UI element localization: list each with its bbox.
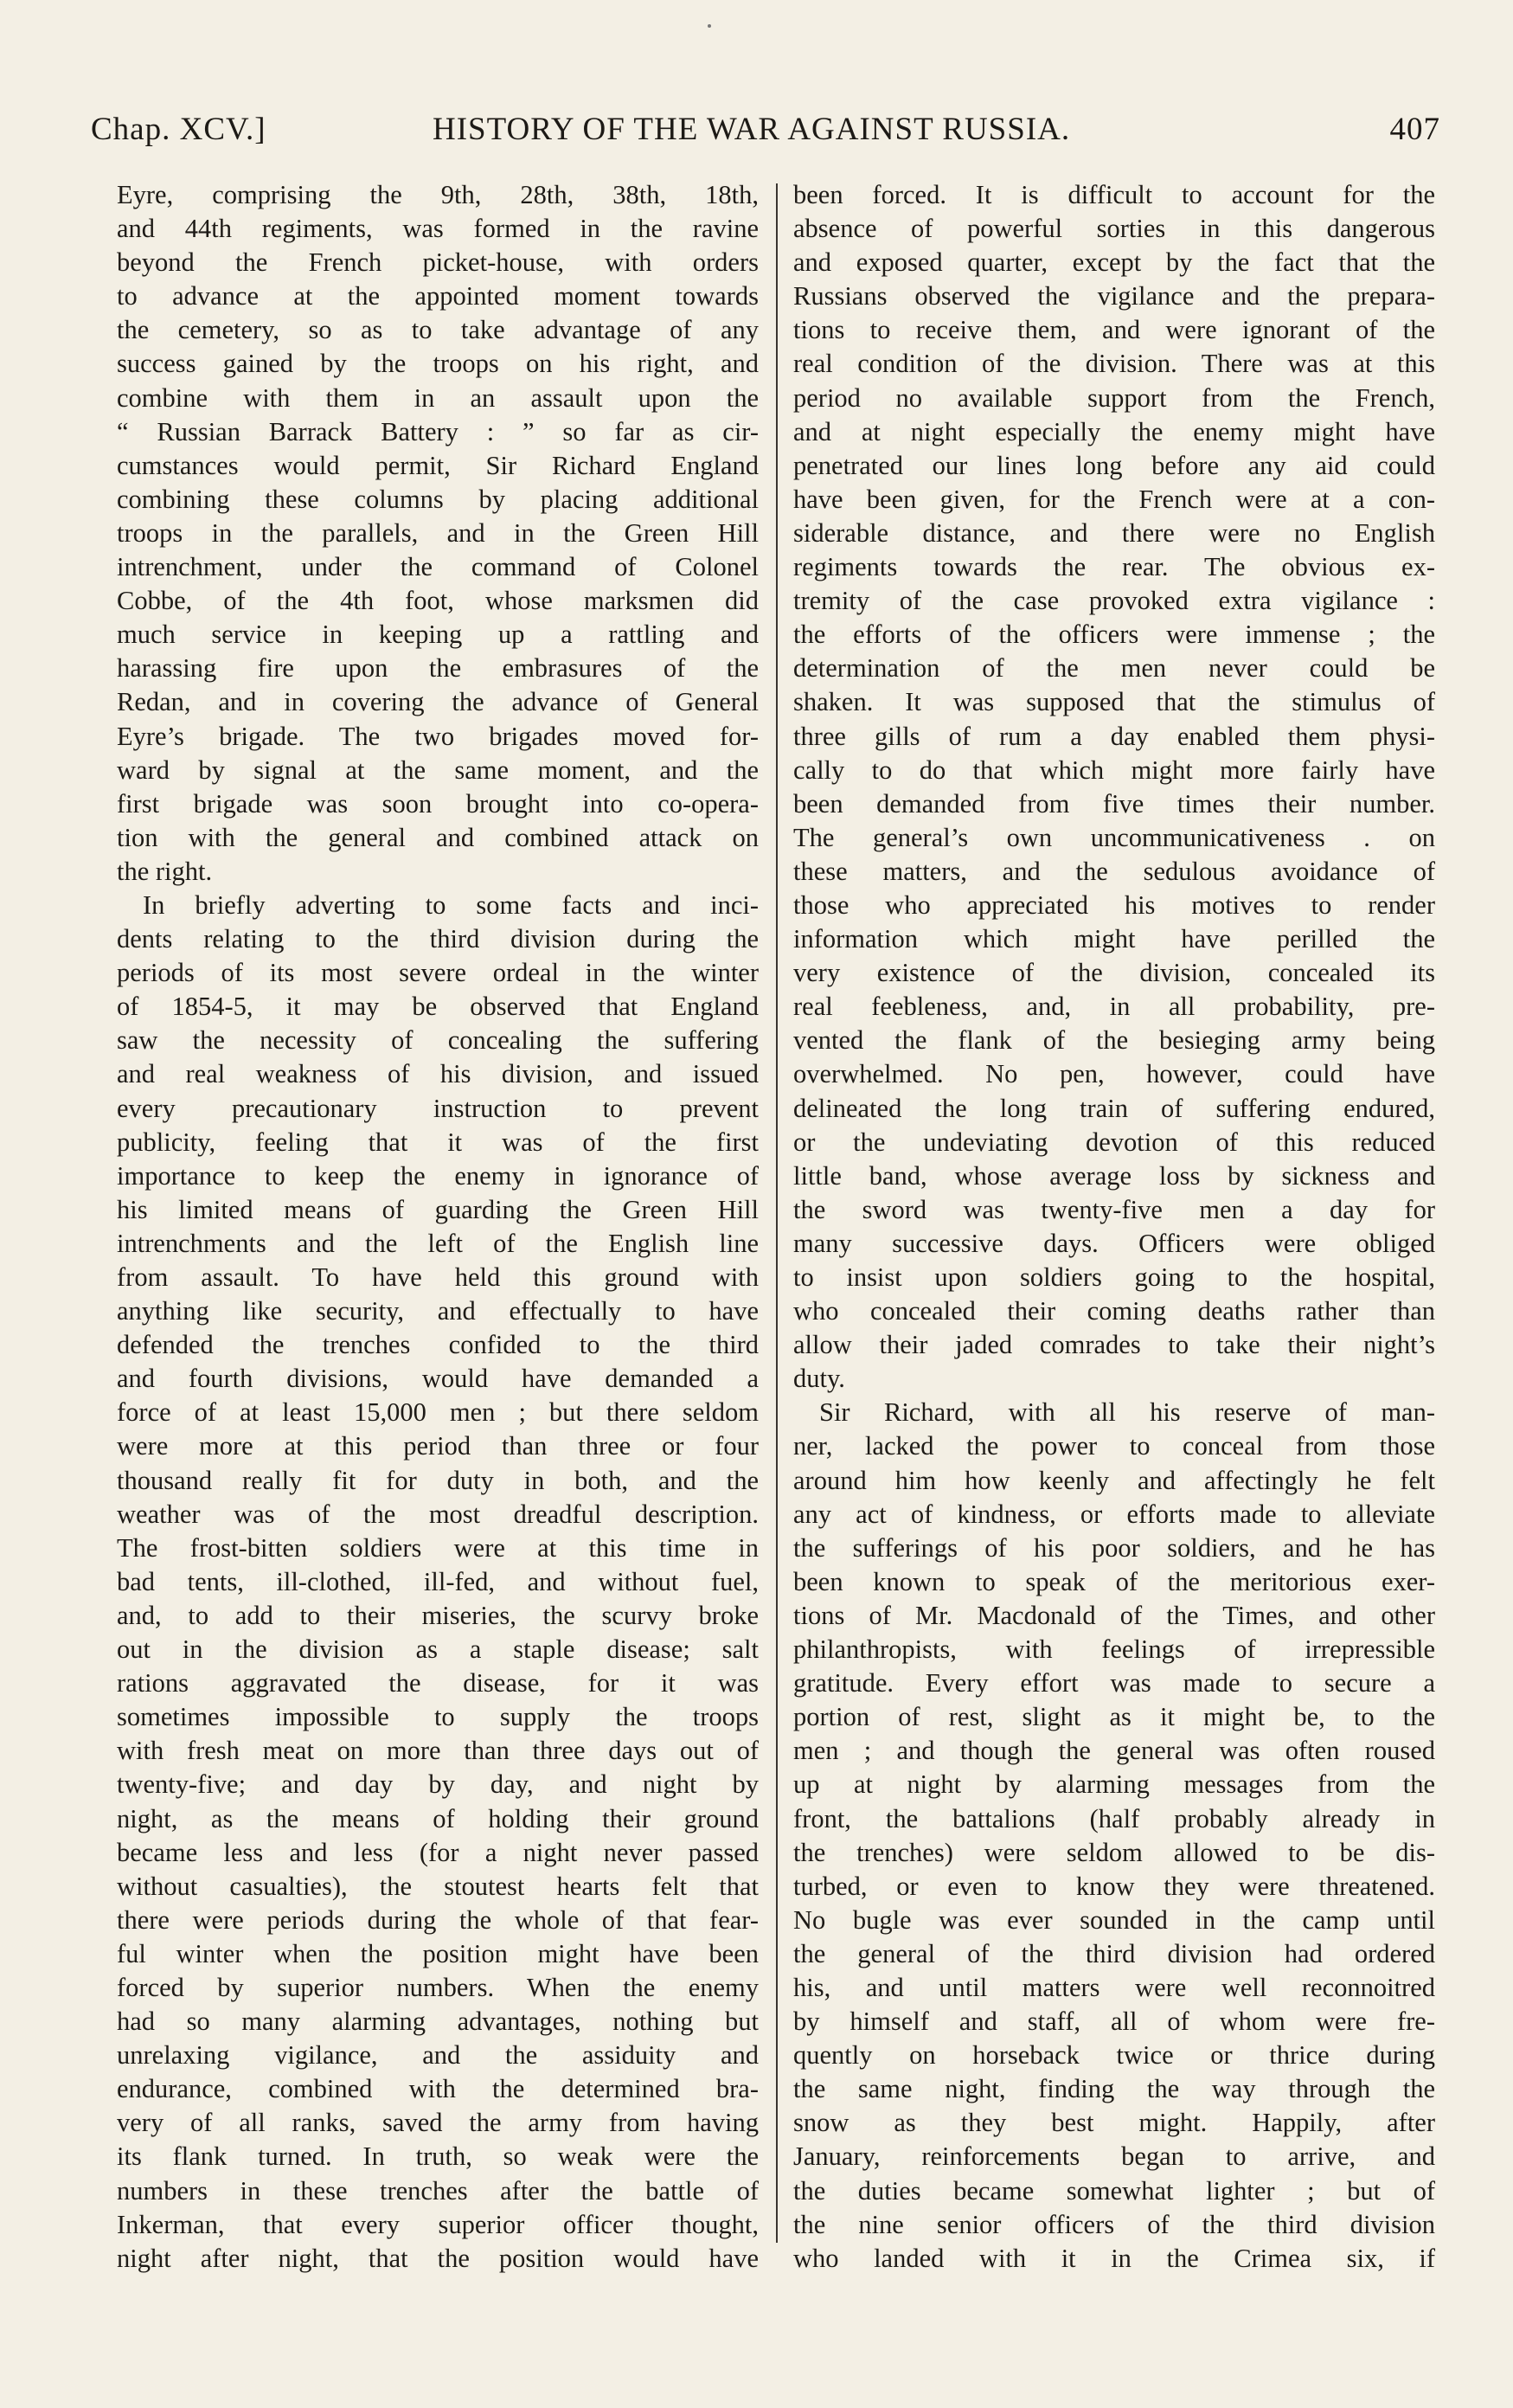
text-line: information which might have perilled the — [793, 924, 1435, 954]
text-line: intrenchments and the left of the English line — [117, 1228, 759, 1258]
text-line: No bugle was ever sounded in the camp until — [793, 1904, 1435, 1935]
text-line: real condition of the division. There was at this — [793, 349, 1435, 379]
text-line: had so many alarming advantages, nothing but — [117, 2007, 759, 2037]
text-line: ner, lacked the power to conceal from those — [793, 1431, 1435, 1461]
text-line: its flank turned. In truth, so weak were the — [117, 2142, 759, 2172]
text-line: real feebleness, and, in all probability, pre- — [793, 992, 1435, 1022]
text-line: these matters, and the sedulous avoidance of — [793, 856, 1435, 886]
text-line: periods of its most severe ordeal in the winter — [117, 958, 759, 988]
text-line: snow as they best might. Happily, after — [793, 2108, 1435, 2138]
text-line: men ; and though the general was often roused — [793, 1736, 1435, 1766]
text-line: cumstances would permit, Sir Richard England — [117, 450, 759, 480]
text-line: who concealed their coming deaths rather than — [793, 1296, 1435, 1326]
text-line: every precautionary instruction to prevent — [117, 1093, 759, 1123]
text-line: from assault. To have held this ground with — [117, 1262, 759, 1292]
text-line: siderable distance, and there were no English — [793, 517, 1435, 548]
text-line: numbers in these trenches after the battle of — [117, 2175, 759, 2206]
text-line: night after night, that the position would have — [117, 2243, 759, 2273]
text-line: combine with them in an assault upon the — [117, 382, 759, 413]
text-line: Russians observed the vigilance and the prepara- — [793, 281, 1435, 311]
text-line: overwhelmed. No pen, however, could have — [793, 1059, 1435, 1089]
text-line: became less and less (for a night never passed — [117, 1837, 759, 1867]
text-line: to advance at the appointed moment towards — [117, 281, 759, 311]
text-line: intrenchment, under the command of Colonel — [117, 552, 759, 582]
text-line: dents relating to the third division during the — [117, 924, 759, 954]
text-line: and real weakness of his division, and issued — [117, 1059, 759, 1089]
text-line: vented the flank of the besieging army being — [793, 1025, 1435, 1056]
text-line: turbed, or even to know they were threatened. — [793, 1871, 1435, 1901]
text-line: the same night, finding the way through the — [793, 2074, 1435, 2104]
text-line: shaken. It was supposed that the stimulus of — [793, 687, 1435, 717]
text-line: rations aggravated the disease, for it was — [117, 1668, 759, 1698]
text-line: and 44th regiments, was formed in the ravine — [117, 214, 759, 244]
text-line: there were periods during the whole of that fear- — [117, 1904, 759, 1935]
text-line: first brigade was soon brought into co-opera- — [117, 788, 759, 819]
text-line: absence of powerful sorties in this dangerous — [793, 214, 1435, 244]
text-line: cally to do that which might more fairly have — [793, 755, 1435, 785]
text-line: were more at this period than three or four — [117, 1431, 759, 1461]
text-line: forced by superior numbers. When the enemy — [117, 1972, 759, 2002]
text-line: the right. — [117, 856, 213, 886]
text-line: the efforts of the officers were immense ; the — [793, 620, 1435, 650]
text-line: bad tents, ill-clothed, ill-fed, and without fuel, — [117, 1566, 759, 1596]
text-line: of 1854-5, it may be observed that England — [117, 992, 759, 1022]
text-line: those who appreciated his motives to render — [793, 889, 1435, 920]
text-line: by himself and staff, all of whom were fre- — [793, 2007, 1435, 2037]
text-line: the general of the third division had ordered — [793, 1938, 1435, 1968]
text-line: penetrated our lines long before any aid could — [793, 450, 1435, 480]
text-line: and, to add to their miseries, the scurvy broke — [117, 1600, 759, 1630]
text-line: The general’s own uncommunicativeness . on — [793, 822, 1435, 852]
text-line: thousand really fit for duty in both, and the — [117, 1465, 759, 1495]
page-number: 407 — [1389, 112, 1440, 147]
text-line: January, reinforcements began to arrive, and — [793, 2142, 1435, 2172]
text-line: the sword was twenty-five men a day for — [793, 1194, 1435, 1224]
book-title: HISTORY OF THE WAR AGAINST RUSSIA. — [433, 112, 1071, 147]
text-line: tremity of the case provoked extra vigilance : — [793, 586, 1435, 616]
text-line: troops in the parallels, and in the Green Hill — [117, 517, 759, 548]
text-line: any act of kindness, or efforts made to alleviate — [793, 1499, 1435, 1529]
text-line: with fresh meat on more than three days out of — [117, 1736, 759, 1766]
text-line: twenty-five; and day by day, and night by — [117, 1769, 759, 1800]
text-line: to insist upon soldiers going to the hospital, — [793, 1262, 1435, 1292]
text-line: been demanded from five times their number. — [793, 788, 1435, 819]
text-line: out in the division as a staple disease; salt — [117, 1634, 759, 1665]
text-line: The frost-bitten soldiers were at this time in — [117, 1532, 759, 1563]
text-line: around him how keenly and affectingly he felt — [793, 1465, 1435, 1495]
text-line: anything like security, and effectually to have — [117, 1296, 759, 1326]
text-line: period no available support from the French, — [793, 382, 1435, 413]
text-line: been known to speak of the meritorious exer- — [793, 1566, 1435, 1596]
text-line: endurance, combined with the determined bra- — [117, 2074, 759, 2104]
text-line: his limited means of guarding the Green Hill — [117, 1194, 759, 1224]
text-line: philanthropists, with feelings of irrepressible — [793, 1634, 1435, 1665]
text-line: gratitude. Every effort was made to secure a — [793, 1668, 1435, 1698]
text-line: delineated the long train of suffering endured, — [793, 1093, 1435, 1123]
text-line: allow their jaded comrades to take their night’s — [793, 1330, 1435, 1360]
text-line: Eyre, comprising the 9th, 28th, 38th, 18th, — [117, 180, 759, 209]
right-text-column — [793, 178, 1435, 2276]
text-line: In briefly adverting to some facts and inci- — [143, 889, 759, 920]
text-line: front, the battalions (half probably already in — [793, 1803, 1435, 1833]
column-divider — [776, 183, 778, 2243]
text-line: who landed with it in the Crimea six, if — [793, 2243, 1435, 2273]
text-line: quently on horseback twice or thrice during — [793, 2040, 1435, 2071]
text-line: much service in keeping up a rattling and — [117, 620, 759, 650]
chapter-label: Chap. XCV.] — [91, 112, 266, 147]
text-line: Cobbe, of the 4th foot, whose marksmen did — [117, 586, 759, 616]
text-line: harassing fire upon the embrasures of the — [117, 653, 759, 684]
text-line: and fourth divisions, would have demanded a — [117, 1364, 759, 1394]
text-line: regiments towards the rear. The obvious ex- — [793, 552, 1435, 582]
text-line: the duties became somewhat lighter ; but of — [793, 2175, 1435, 2206]
text-line: saw the necessity of concealing the suffering — [117, 1025, 759, 1056]
text-line: publicity, feeling that it was of the first — [117, 1127, 759, 1157]
text-line: been forced. It is difficult to account for the — [793, 180, 1435, 209]
text-line: the cemetery, so as to take advantage of any — [117, 315, 759, 345]
text-line: Sir Richard, with all his reserve of man- — [819, 1397, 1435, 1428]
text-line: his, and until matters were well reconnoitred — [793, 1972, 1435, 2002]
print-speck — [708, 24, 711, 28]
running-header — [91, 111, 1440, 163]
text-line: “ Russian Barrack Battery : ” so far as cir- — [117, 416, 759, 446]
text-line: very existence of the division, concealed its — [793, 958, 1435, 988]
text-line: three gills of rum a day enabled them physi- — [793, 721, 1435, 751]
text-line: and at night especially the enemy might have — [793, 416, 1435, 446]
text-line: or the undeviating devotion of this reduced — [793, 1127, 1435, 1157]
text-line: duty. — [793, 1364, 845, 1394]
text-line: up at night by alarming messages from the — [793, 1769, 1435, 1800]
text-line: importance to keep the enemy in ignorance of — [117, 1160, 759, 1191]
text-line: defended the trenches confided to the third — [117, 1330, 759, 1360]
text-line: beyond the French picket-house, with orders — [117, 247, 759, 278]
text-line: determination of the men never could be — [793, 653, 1435, 684]
text-line: ward by signal at the same moment, and the — [117, 755, 759, 785]
text-line: and exposed quarter, except by the fact that the — [793, 247, 1435, 278]
text-line: without casualties), the stoutest hearts felt that — [117, 1871, 759, 1901]
text-line: little band, whose average loss by sickness and — [793, 1160, 1435, 1191]
text-line: tion with the general and combined attack on — [117, 822, 759, 852]
text-line: force of at least 15,000 men ; but there seldom — [117, 1397, 759, 1428]
text-line: combining these columns by placing additional — [117, 484, 759, 514]
text-line: many successive days. Officers were obliged — [793, 1228, 1435, 1258]
text-line: tions of Mr. Macdonald of the Times, and other — [793, 1600, 1435, 1630]
text-line: have been given, for the French were at a con- — [793, 484, 1435, 514]
text-line: sometimes impossible to supply the troops — [117, 1702, 759, 1732]
text-line: the sufferings of his poor soldiers, and he has — [793, 1532, 1435, 1563]
text-line: Inkerman, that every superior officer thought, — [117, 2209, 759, 2239]
text-line: Redan, and in covering the advance of General — [117, 687, 759, 717]
text-line: the nine senior officers of the third division — [793, 2209, 1435, 2239]
text-line: success gained by the troops on his right, and — [117, 349, 759, 379]
text-line: portion of rest, slight as it might be, to the — [793, 1702, 1435, 1732]
left-text-column — [117, 178, 759, 2276]
text-line: weather was of the most dreadful description. — [117, 1499, 759, 1529]
text-line: tions to receive them, and were ignorant of the — [793, 315, 1435, 345]
text-line: night, as the means of holding their ground — [117, 1803, 759, 1833]
text-line: ful winter when the position might have been — [117, 1938, 759, 1968]
text-line: unrelaxing vigilance, and the assiduity and — [117, 2040, 759, 2071]
text-line: Eyre’s brigade. The two brigades moved for- — [117, 721, 759, 751]
text-line: very of all ranks, saved the army from having — [117, 2108, 759, 2138]
text-line: the trenches) were seldom allowed to be dis- — [793, 1837, 1435, 1867]
